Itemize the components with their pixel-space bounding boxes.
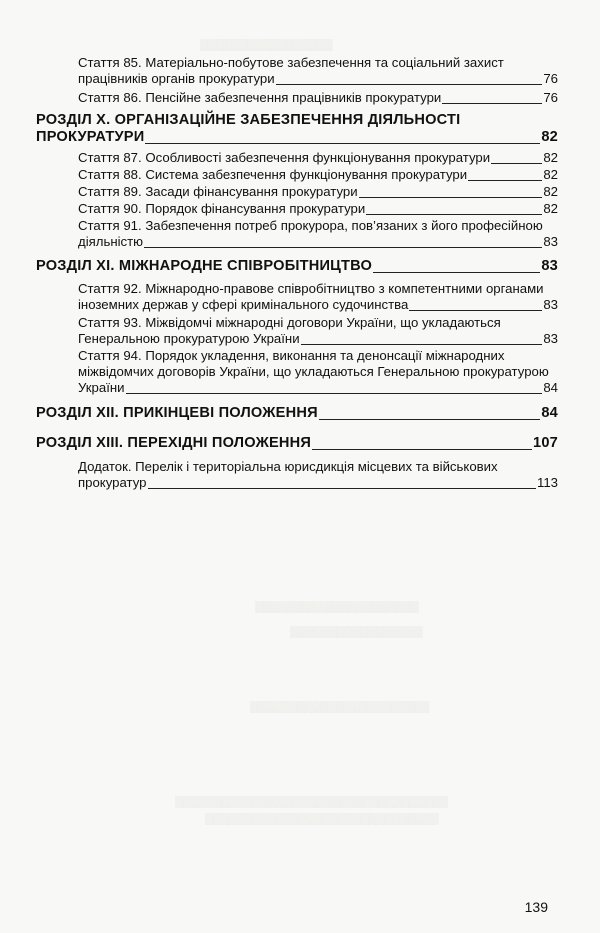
toc-entry-appendix[interactable] bbox=[78, 459, 558, 491]
dot-leader bbox=[442, 103, 542, 104]
toc-page-number: 76 bbox=[543, 90, 558, 105]
toc-entry-title: діяльністю bbox=[78, 234, 144, 249]
toc-entry-section-13[interactable] bbox=[36, 435, 558, 452]
toc-entry-title: Стаття 90. Порядок фінансування прокуратури bbox=[78, 201, 366, 216]
toc-line bbox=[78, 218, 558, 234]
toc-entry-article-92[interactable] bbox=[78, 281, 558, 313]
toc-entry-section-10[interactable] bbox=[36, 112, 558, 146]
toc-page-number: 82 bbox=[543, 167, 558, 182]
bleed-through-text: ▒▒▒▒▒▒▒▒▒▒▒▒▒▒▒▒▒▒▒▒▒▒▒ bbox=[250, 701, 430, 713]
toc-entry-title: Стаття 87. Особливості забезпечення функціонування прокуратури bbox=[78, 150, 491, 165]
dot-leader bbox=[126, 393, 543, 394]
dot-leader bbox=[276, 84, 543, 85]
bleed-through-text: ▒▒▒▒▒▒▒▒▒▒▒▒▒▒▒▒▒ bbox=[290, 626, 423, 638]
toc-entry-title: прокуратур bbox=[78, 475, 147, 490]
toc-entry-title: міжвідомчих договорів України, що укладаються Генеральною прокуратурою bbox=[78, 364, 549, 379]
toc-page-number: 84 bbox=[543, 380, 558, 395]
toc-line bbox=[36, 258, 558, 275]
dot-leader bbox=[373, 272, 540, 273]
bleed-through-text: ▒▒▒▒▒▒▒▒▒▒▒▒▒▒▒▒▒▒▒▒▒ bbox=[255, 601, 419, 613]
toc-page-number: 82 bbox=[543, 201, 558, 216]
toc-entry-title: Стаття 93. Міжвідомчі міжнародні договори України, що укладаються bbox=[78, 315, 501, 330]
dot-leader bbox=[366, 214, 542, 215]
dot-leader bbox=[409, 310, 542, 311]
bleed-through-text: ▒▒▒▒▒▒▒▒▒▒▒▒▒▒▒▒▒▒▒▒▒▒▒▒▒▒▒▒▒▒▒▒▒▒▒ bbox=[175, 796, 448, 808]
toc-entry-title: Стаття 88. Система забезпечення функціонування прокуратури bbox=[78, 167, 468, 182]
bleed-through-text: ▒▒▒▒▒▒▒▒▒▒▒▒▒▒▒▒▒▒▒▒▒▒▒▒▒▒▒▒▒▒ bbox=[205, 813, 439, 825]
toc-page-number: 83 bbox=[541, 258, 558, 274]
dot-leader bbox=[301, 344, 543, 345]
toc-entry-article-93[interactable] bbox=[78, 315, 558, 347]
toc-entry-article-89[interactable] bbox=[78, 184, 558, 200]
toc-line bbox=[36, 112, 558, 129]
toc-page-number: 84 bbox=[541, 405, 558, 421]
toc-page-number: 83 bbox=[543, 297, 558, 312]
toc-line bbox=[36, 435, 558, 452]
toc-entry-title: працівників органів прокуратури bbox=[78, 71, 275, 86]
toc-page-number: 82 bbox=[543, 150, 558, 165]
toc-entry-section-11[interactable] bbox=[36, 258, 558, 275]
toc-entry-title: України bbox=[78, 380, 125, 395]
toc-entry-title: Стаття 86. Пенсійне забезпечення працівників прокуратури bbox=[78, 90, 442, 105]
page-number: 139 bbox=[524, 899, 548, 915]
dot-leader bbox=[144, 247, 542, 248]
dot-leader bbox=[491, 163, 542, 164]
toc-page-number: 76 bbox=[543, 71, 558, 86]
dot-leader bbox=[359, 197, 543, 198]
toc-page-number: 83 bbox=[543, 234, 558, 249]
toc-line bbox=[78, 234, 558, 250]
toc-entry-article-91[interactable] bbox=[78, 218, 558, 250]
toc-entry-title: Стаття 89. Засади фінансування прокуратури bbox=[78, 184, 358, 199]
toc-line bbox=[78, 55, 558, 71]
toc-entry-article-94[interactable] bbox=[78, 348, 558, 396]
toc-entry-title: Стаття 94. Порядок укладення, виконання та денонсації міжнародних bbox=[78, 348, 505, 363]
toc-line bbox=[78, 364, 558, 380]
toc-line bbox=[78, 167, 558, 183]
toc-line bbox=[78, 348, 558, 364]
toc-line bbox=[78, 380, 558, 396]
toc-line bbox=[78, 281, 558, 297]
toc-entry-title: Стаття 92. Міжнародно-правове співробітництво з компетентними органами bbox=[78, 281, 544, 296]
toc-line bbox=[78, 201, 558, 217]
toc-entry-title: іноземних держав у сфері кримінального судочинства bbox=[78, 297, 409, 312]
toc-line bbox=[78, 331, 558, 347]
toc-section-title: ПРОКУРАТУРИ bbox=[36, 129, 145, 145]
toc-page-number: 82 bbox=[543, 184, 558, 199]
toc-line bbox=[78, 315, 558, 331]
toc-entry-title: Стаття 91. Забезпечення потреб прокурора, пов’язаних з його професійною bbox=[78, 218, 543, 233]
toc-line bbox=[78, 297, 558, 313]
toc-section-title: РОЗДІЛ XIII. ПЕРЕХІДНІ ПОЛОЖЕННЯ bbox=[36, 435, 312, 451]
toc-line bbox=[36, 129, 558, 146]
toc-page-number: 82 bbox=[541, 129, 558, 145]
toc-line bbox=[78, 71, 558, 87]
toc-section-title: РОЗДІЛ XI. МІЖНАРОДНЕ СПІВРОБІТНИЦТВО bbox=[36, 258, 373, 274]
toc-entry-article-86[interactable] bbox=[78, 90, 558, 106]
toc-line bbox=[36, 405, 558, 422]
toc-entry-article-90[interactable] bbox=[78, 201, 558, 217]
dot-leader bbox=[145, 143, 540, 144]
dot-leader bbox=[468, 180, 542, 181]
toc-entry-article-87[interactable] bbox=[78, 150, 558, 166]
toc-line bbox=[78, 475, 558, 491]
toc-line bbox=[78, 459, 558, 475]
toc-line bbox=[78, 150, 558, 166]
dot-leader bbox=[148, 488, 536, 489]
toc-entry-title: Додаток. Перелік і територіальна юрисдикція місцевих та військових bbox=[78, 459, 498, 474]
dot-leader bbox=[312, 449, 532, 450]
toc-entry-section-12[interactable] bbox=[36, 405, 558, 422]
toc-entry-title: Стаття 85. Матеріально-побутове забезпечення та соціальний захист bbox=[78, 55, 504, 70]
toc-entry-title: Генеральною прокуратурою України bbox=[78, 331, 300, 346]
bleed-through-text: ▒▒▒▒▒▒▒▒▒▒▒▒▒▒▒▒▒ bbox=[200, 39, 333, 51]
toc-line bbox=[78, 90, 558, 106]
toc-entry-article-88[interactable] bbox=[78, 167, 558, 183]
toc-page-number: 113 bbox=[536, 475, 558, 490]
toc-page-number: 107 bbox=[533, 435, 558, 451]
toc-section-title: РОЗДІЛ X. ОРГАНІЗАЦІЙНЕ ЗАБЕЗПЕЧЕННЯ ДІЯЛЬНОСТІ bbox=[36, 112, 461, 128]
toc-entry-article-85[interactable] bbox=[78, 55, 558, 87]
dot-leader bbox=[319, 419, 541, 420]
toc-page-number: 83 bbox=[543, 331, 558, 346]
toc-section-title: РОЗДІЛ XII. ПРИКІНЦЕВІ ПОЛОЖЕННЯ bbox=[36, 405, 318, 421]
toc-line bbox=[78, 184, 558, 200]
